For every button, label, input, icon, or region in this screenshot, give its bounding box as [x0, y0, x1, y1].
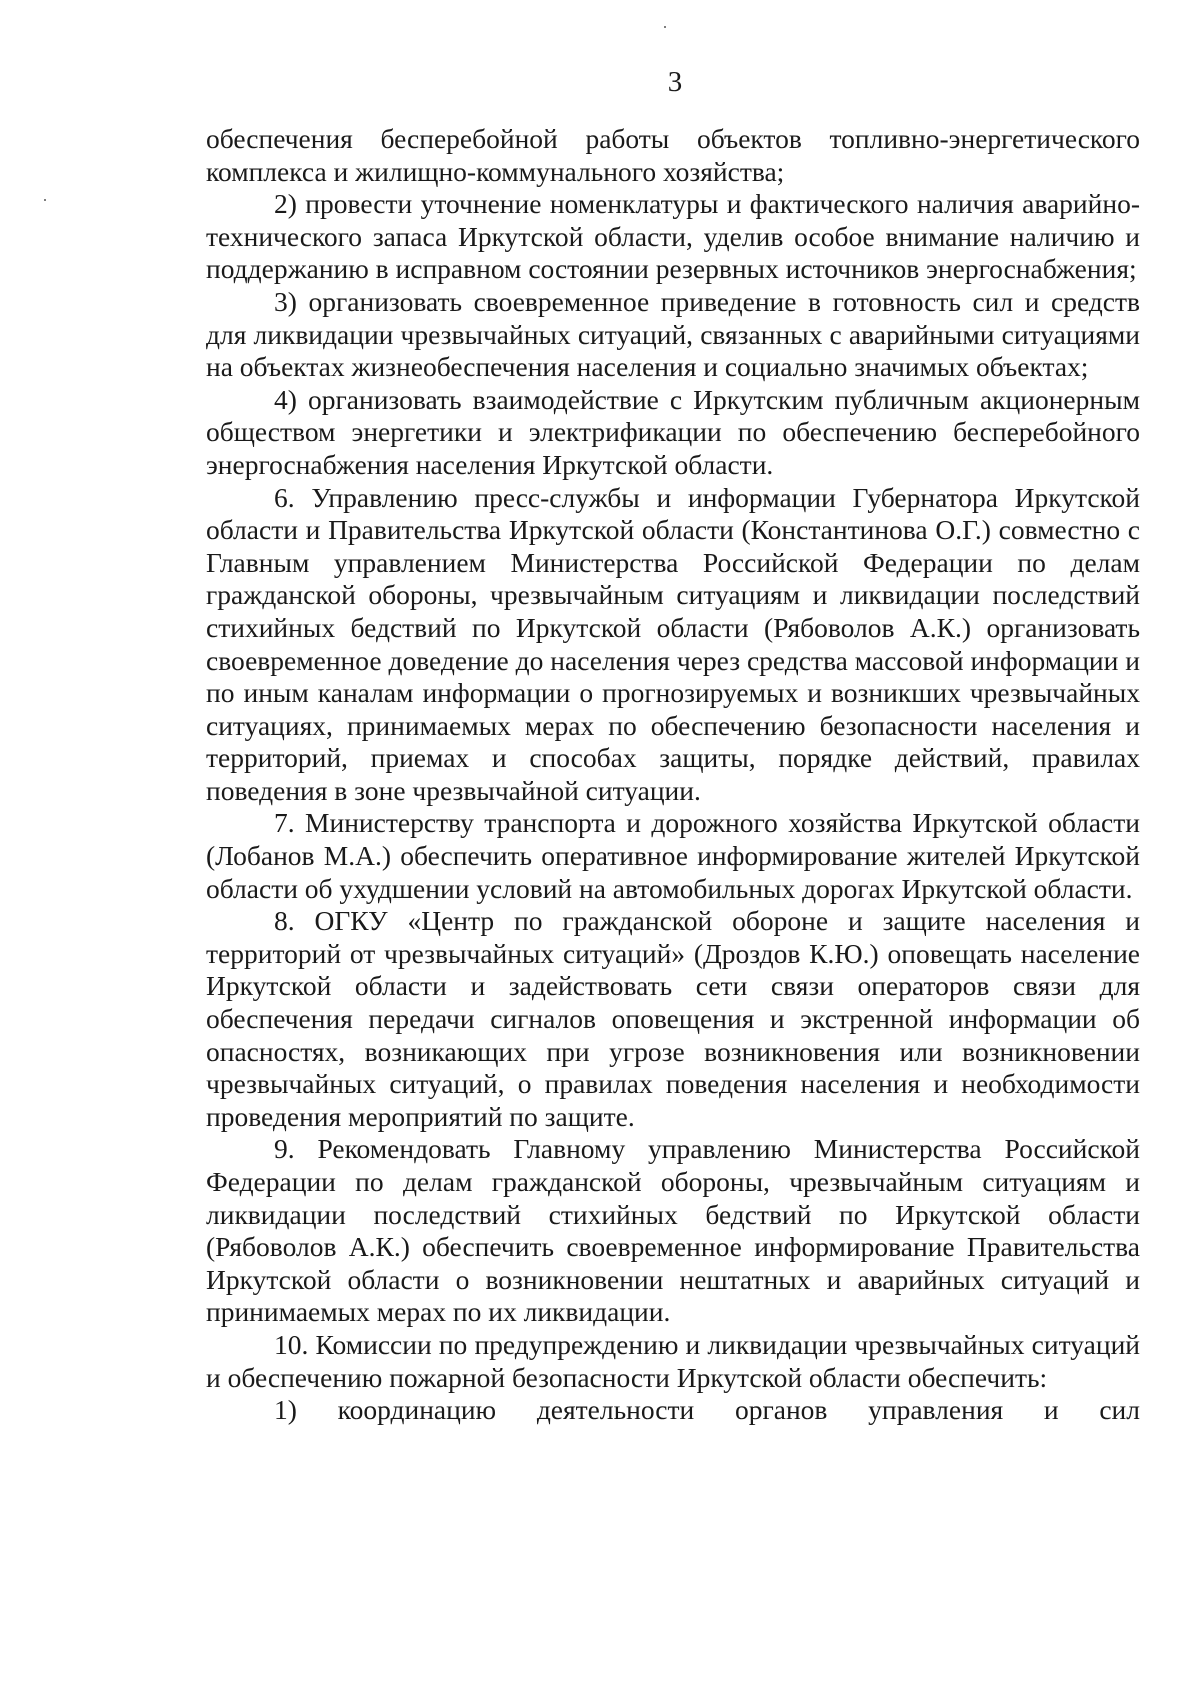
paragraph-section-7: 7. Министерству транспорта и дорожного хозяйства Иркутской области (Лобанов М.А.) обеспечить оперативное информирование жителей Иркутской области об ухудшении условий на автомобильных дорогах Иркутской области.: [206, 807, 1140, 904]
paragraph-section-10: 10. Комиссии по предупреждению и ликвидации чрезвычайных ситуаций и обеспечению пожарной безопасности Иркутской области обеспечить:: [206, 1328, 1140, 1393]
page-number: 3: [667, 66, 683, 98]
paragraph-section-8: 8. ОГКУ «Центр по гражданской обороне и защите населения и территорий от чрезвычайных ситуаций» (Дроздов К.Ю.) оповещать население Иркутской области и задействовать сети связи операторов связи для обеспечения передачи сигналов оповещения и экстренной информации об опасностях, возникающих при угрозе возникновения или возникновении чрезвычайных ситуаций, о правилах поведения населения и необходимости проведения мероприятий по защите.: [206, 905, 1140, 1132]
paragraph-continuation: обеспечения бесперебойной работы объектов топливно-энергетического комплекса и жилищно-коммунального хозяйства;: [206, 123, 1140, 187]
paragraph-section-9: 9. Рекомендовать Главному управлению Министерства Российской Федерации по делам гражданской обороны, чрезвычайным ситуациям и ликвидации последствий стихийных бедствий по Иркутской области (Рябоволов А.К.) обеспечить своевременное информирование Правительства Иркутской области о возникновении нештатных и аварийных ситуаций и принимаемых мерах по их ликвидации.: [206, 1133, 1140, 1328]
paragraph-section-10-item-1: 1) координацию деятельности органов управления и сил: [274, 1394, 1140, 1426]
scan-speck: [44, 199, 46, 201]
scan-speck: [664, 26, 666, 28]
paragraph-section-6: 6. Управлению пресс-службы и информации Губернатора Иркутской области и Правительства Иркутской области (Константинова О.Г.) совместно с Главным управлением Министерства Российской Федерации по делам гражданской обороны, чрезвычайным ситуациям и ликвидации последствий стихийных бедствий по Иркутской области (Рябоволов А.К.) организовать своевременное доведение до населения через средства массовой информации и по иным каналам информации о прогнозируемых и возникших чрезвычайных ситуациях, принимаемых мерах по обеспечению безопасности населения и территорий, приемах и способах защиты, порядке действий, правилах поведения в зоне чрезвычайной ситуации.: [206, 481, 1140, 806]
paragraph-item-3: 3) организовать своевременное приведение в готовность сил и средств для ликвидации чрезвычайных ситуаций, связанных с аварийными ситуациями на объектах жизнеобеспечения населения и социально значимых объектах;: [206, 285, 1140, 383]
document-body: [206, 123, 1140, 1427]
paragraph-item-4: 4) организовать взаимодействие с Иркутским публичным акционерным обществом энергетики и электрификации по обеспечению бесперебойного энергоснабжения населения Иркутской области.: [206, 383, 1140, 480]
paragraph-item-2: 2) провести уточнение номенклатуры и фактического наличия аварийно-технического запаса Иркутской области, уделив особое внимание наличию и поддержанию в исправном состоянии резервных источников энергоснабжения;: [206, 188, 1140, 285]
